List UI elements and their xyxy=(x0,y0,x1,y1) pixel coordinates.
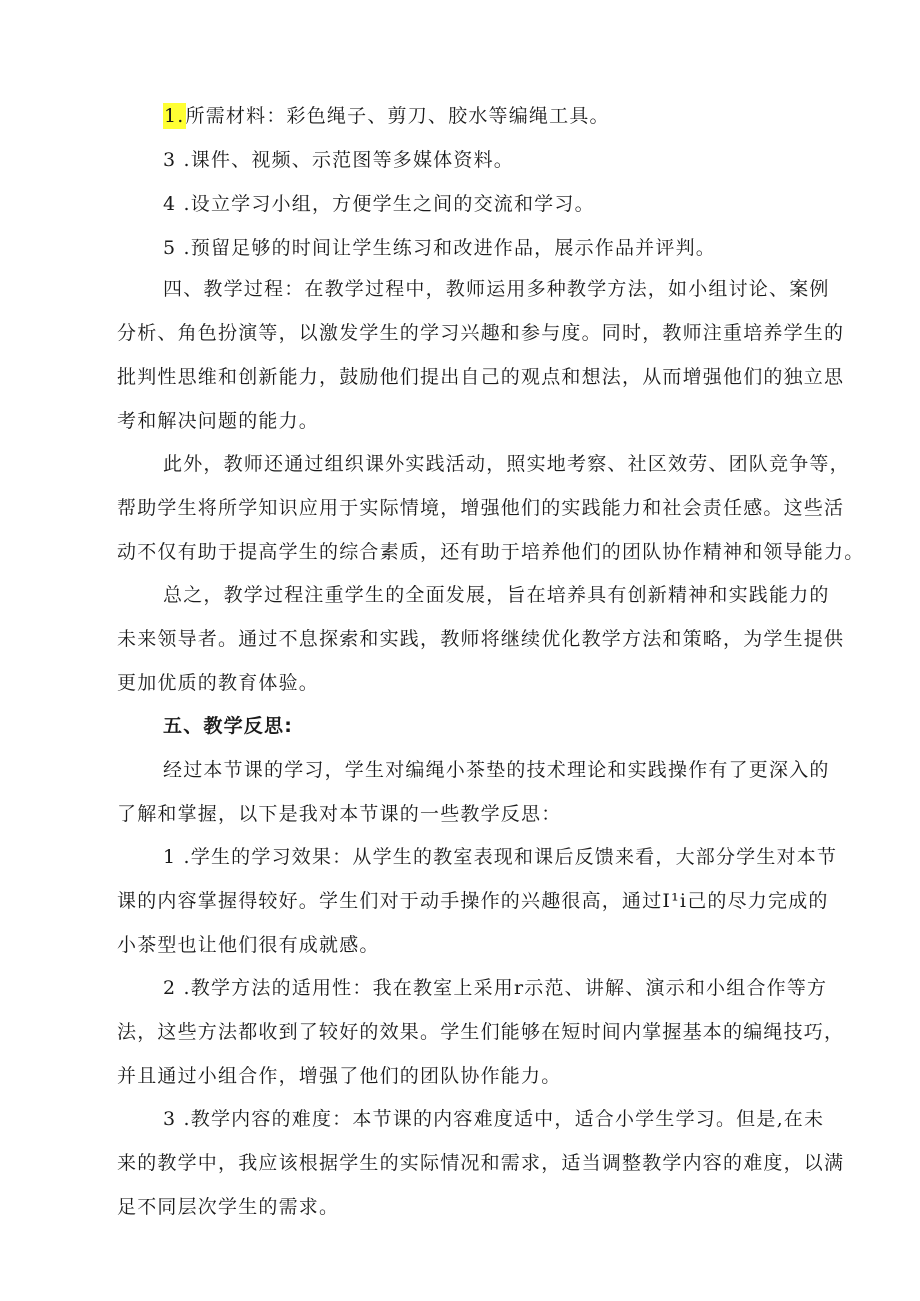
paragraph-summary-line: 未来领导者。通过不息探索和实践，教师将继续优化教学方法和策略，为学生提供 xyxy=(117,628,845,650)
section-heading-reflection: 五、教学反思: xyxy=(163,715,293,737)
paragraph-process-line: 分析、角色扮演等，以激发学生的学习兴趣和参与度。同时，教师注重培养学生的 xyxy=(117,322,845,344)
list-item-text: .设立学习小组，方便学生之间的交流和学习。 xyxy=(176,193,595,215)
reflection-item-3-line: 来的教学中，我应该根据学生的实际情况和需求，适当调整教学内容的难度，以满 xyxy=(117,1152,845,1174)
reflection-item-2-line: 法，这些方法都收到了较好的效果。学生们能够在短时间内掌握基本的编绳技巧， xyxy=(117,1021,845,1043)
list-marker: 4 xyxy=(163,193,177,215)
paragraph-extra-line: 动不仅有助于提高学生的综合素质，还有助于培养他们的团队协作精神和领导能力。 xyxy=(117,541,865,563)
reflection-item-3-line: 3 .教学内容的难度：本节课的内容难度适中，适合小学生学习。但是,在未 xyxy=(163,1108,825,1130)
list-item-text: .预留足够的时间让学生练习和改进作品，展示作品并评判。 xyxy=(176,237,716,259)
reflection-item-2-line: 并且通过小组合作，增强了他们的团队协作能力。 xyxy=(117,1065,562,1087)
list-item-1 xyxy=(163,103,610,129)
reflection-item-2-line: 2 .教学方法的适用性：我在教室上采用r示范、讲解、演示和小组合作等方 xyxy=(163,977,828,999)
reflection-item-1-line: 小茶型也让他们很有成就感。 xyxy=(117,934,380,956)
list-item-text: .课件、视频、示范图等多媒体资料。 xyxy=(176,149,514,171)
reflection-item-3-line: 足不同层次学生的需求。 xyxy=(117,1196,340,1218)
paragraph-process-line: 考和解决问题的能力。 xyxy=(117,410,320,432)
paragraph-process-line: 四、教学过程：在教学过程中，教师运用多种教学方法，如小组讨论、案例 xyxy=(163,278,830,300)
list-item-text: 所需材料：彩色绳子、剪刀、胶水等编绳工具。 xyxy=(185,105,610,127)
reflection-item-1-line: 1 .学生的学习效果：从学生的教室表现和课后反馈来看，大部分学生对本节 xyxy=(163,846,838,868)
paragraph-reflection-intro-line: 了解和掌握，以下是我对本节课的一些教学反思： xyxy=(117,803,562,825)
paragraph-summary-line: 更加优质的教育体验。 xyxy=(117,672,320,694)
list-item-5 xyxy=(163,235,716,261)
paragraph-process-line: 批判性思维和创新能力，鼓励他们提出自己的观点和想法，从而增强他们的独立思 xyxy=(117,366,845,388)
list-marker-highlighted: 1. xyxy=(164,105,185,127)
list-item-3 xyxy=(163,147,514,173)
paragraph-summary-line: 总之，教学过程注重学生的全面发展，旨在培养具有创新精神和实践能力的 xyxy=(163,584,830,606)
list-marker: 3 xyxy=(163,149,177,171)
paragraph-reflection-intro-line: 经过本节课的学习，学生对编绳小茶垫的技术理论和实践操作有了更深入的 xyxy=(163,759,830,781)
list-marker: 5 xyxy=(163,237,177,259)
list-item-4 xyxy=(163,191,595,217)
reflection-item-1-line: 课的内容掌握得较好。学生们对于动手操作的兴趣很高，通过I¹i己的尽力完成的 xyxy=(117,890,829,912)
paragraph-extra-line: 此外，教师还通过组织课外实践活动，照实地考察、社区效劳、团队竞争等， xyxy=(163,453,850,475)
paragraph-extra-line: 帮助学生将所学知识应用于实际情境，增强他们的实践能力和社会责任感。这些活 xyxy=(117,497,845,519)
